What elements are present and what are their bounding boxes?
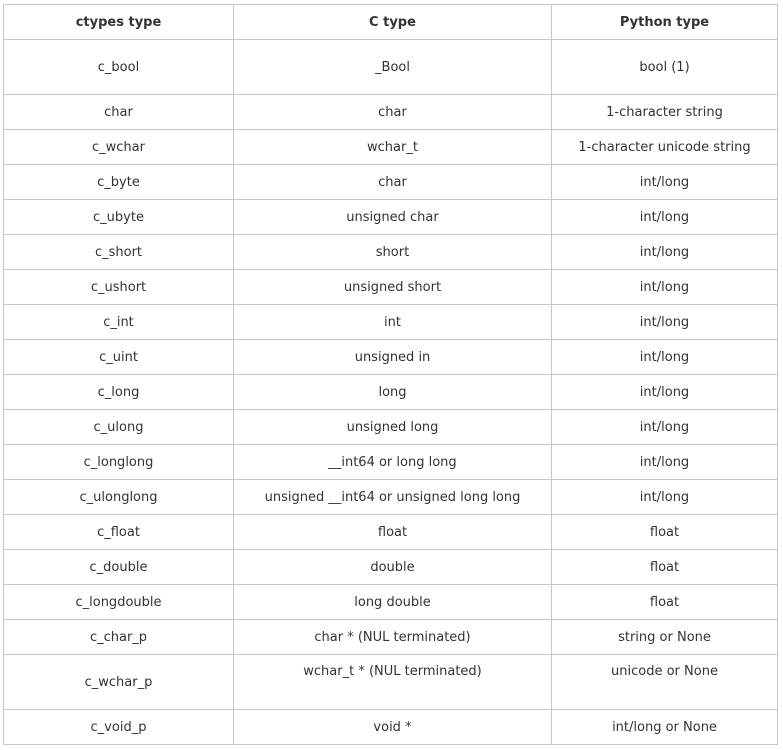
cell-ctypes: c_bool <box>4 40 234 95</box>
table-row <box>4 200 778 235</box>
table-row <box>4 585 778 620</box>
cell-ctype: unsigned char <box>234 200 552 235</box>
cell-ctype: float <box>234 515 552 550</box>
cell-ctypes: c_float <box>4 515 234 550</box>
table-row <box>4 305 778 340</box>
cell-ctypes: c_byte <box>4 165 234 200</box>
cell-pytype: float <box>552 585 778 620</box>
cell-ctypes: c_short <box>4 235 234 270</box>
header-python-type: Python type <box>552 5 778 40</box>
cell-pytype: int/long <box>552 235 778 270</box>
cell-ctype: char * (NUL terminated) <box>234 620 552 655</box>
table-row <box>4 515 778 550</box>
cell-pytype: 1-character string <box>552 95 778 130</box>
table-row <box>4 480 778 515</box>
cell-ctype: char <box>234 95 552 130</box>
table-row <box>4 235 778 270</box>
cell-ctype: unsigned long <box>234 410 552 445</box>
table-row <box>4 445 778 480</box>
table-row <box>4 410 778 445</box>
cell-ctype: double <box>234 550 552 585</box>
table-row <box>4 40 778 95</box>
table-row <box>4 620 778 655</box>
cell-ctype: long <box>234 375 552 410</box>
cell-ctype: void * <box>234 710 552 745</box>
table-row <box>4 270 778 305</box>
cell-ctypes: c_ulonglong <box>4 480 234 515</box>
table-row <box>4 655 778 710</box>
cell-ctypes: char <box>4 95 234 130</box>
ctypes-table <box>3 4 778 745</box>
cell-ctype: _Bool <box>234 40 552 95</box>
cell-ctype: wchar_t <box>234 130 552 165</box>
cell-ctype: char <box>234 165 552 200</box>
cell-ctypes: c_long <box>4 375 234 410</box>
cell-ctypes: c_int <box>4 305 234 340</box>
cell-ctypes: c_char_p <box>4 620 234 655</box>
cell-ctypes: c_ubyte <box>4 200 234 235</box>
cell-ctypes: c_uint <box>4 340 234 375</box>
table-body <box>4 40 778 745</box>
cell-ctypes: c_void_p <box>4 710 234 745</box>
header-c-type: C type <box>234 5 552 40</box>
cell-ctypes: c_ushort <box>4 270 234 305</box>
cell-pytype: int/long <box>552 270 778 305</box>
table-row <box>4 710 778 745</box>
cell-pytype: int/long <box>552 445 778 480</box>
cell-ctype: unsigned __int64 or unsigned long long <box>234 480 552 515</box>
cell-pytype: int/long <box>552 305 778 340</box>
cell-ctype: wchar_t * (NUL terminated) <box>234 655 552 710</box>
cell-pytype: int/long <box>552 200 778 235</box>
cell-pytype: int/long <box>552 480 778 515</box>
cell-ctypes: c_double <box>4 550 234 585</box>
cell-pytype: unicode or None <box>552 655 778 710</box>
table-row <box>4 165 778 200</box>
cell-pytype: int/long <box>552 410 778 445</box>
cell-pytype: 1-character unicode string <box>552 130 778 165</box>
cell-pytype: float <box>552 515 778 550</box>
cell-ctype: long double <box>234 585 552 620</box>
cell-ctype: int <box>234 305 552 340</box>
cell-ctypes: c_wchar_p <box>4 655 234 710</box>
table-row <box>4 550 778 585</box>
cell-ctype: short <box>234 235 552 270</box>
cell-ctype: unsigned in <box>234 340 552 375</box>
table-header-row <box>4 5 778 40</box>
cell-pytype: float <box>552 550 778 585</box>
cell-pytype: string or None <box>552 620 778 655</box>
cell-pytype: bool (1) <box>552 40 778 95</box>
cell-pytype: int/long <box>552 375 778 410</box>
cell-ctypes: c_longdouble <box>4 585 234 620</box>
cell-ctype: unsigned short <box>234 270 552 305</box>
table-row <box>4 130 778 165</box>
cell-pytype: int/long <box>552 165 778 200</box>
table-row <box>4 95 778 130</box>
cell-ctype: __int64 or long long <box>234 445 552 480</box>
cell-ctypes: c_ulong <box>4 410 234 445</box>
header-ctypes-type: ctypes type <box>4 5 234 40</box>
cell-ctypes: c_longlong <box>4 445 234 480</box>
cell-ctypes: c_wchar <box>4 130 234 165</box>
cell-pytype: int/long <box>552 340 778 375</box>
table-row <box>4 375 778 410</box>
table-row <box>4 340 778 375</box>
cell-pytype: int/long or None <box>552 710 778 745</box>
